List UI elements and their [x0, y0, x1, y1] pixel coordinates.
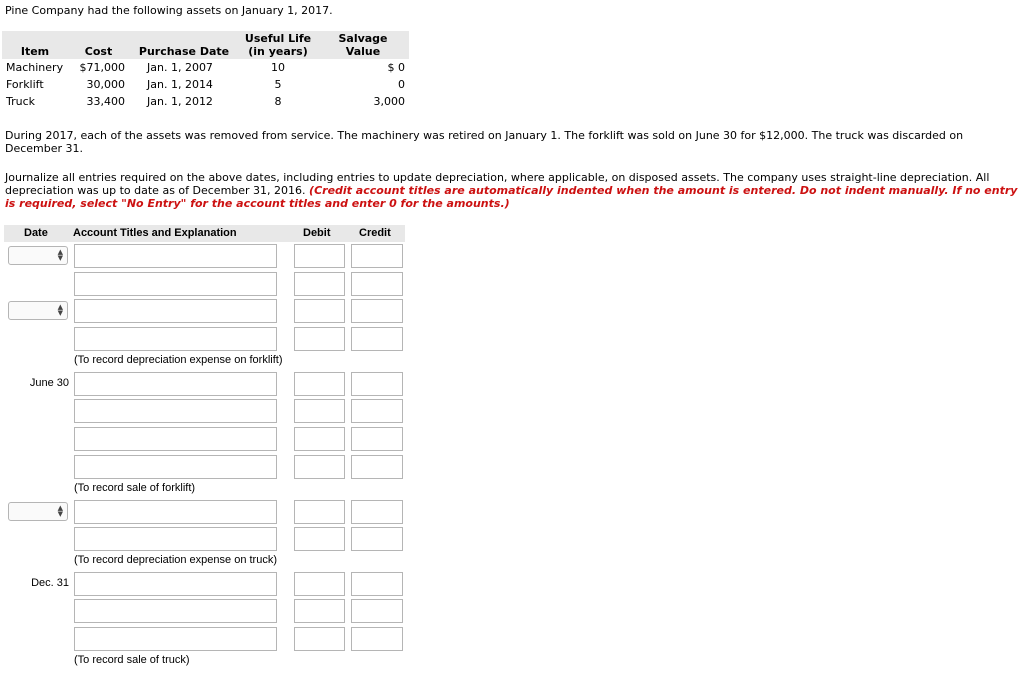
credit-input[interactable] [351, 527, 403, 551]
chevron-updown-icon: ▲ ▼ [57, 303, 63, 317]
debit-input[interactable] [294, 399, 345, 423]
credit-input[interactable] [351, 372, 403, 396]
cell-salvage-value: 0 [398, 78, 405, 91]
header-purchase-date: Purchase Date [129, 31, 239, 59]
debit-input[interactable] [294, 527, 345, 551]
cell-useful-life: 5 [274, 78, 282, 91]
debit-input[interactable] [294, 599, 345, 623]
cell-useful-life: 8 [274, 95, 282, 108]
debit-input[interactable] [294, 427, 345, 451]
account-title-input[interactable] [74, 372, 277, 396]
credit-input[interactable] [351, 500, 403, 524]
account-title-input[interactable] [74, 399, 277, 423]
cell-cost: $71,000 [79, 61, 125, 74]
scenario-paragraph: During 2017, each of the assets was removed from service. The machinery was retired on January 1. The forklift was sold on June 30 for $12,000. The truck was discarded on December 31. [5, 129, 964, 155]
header-useful-life-line2: (in years) [248, 45, 308, 58]
account-title-input[interactable] [74, 327, 277, 351]
cell-item: Forklift [6, 78, 44, 91]
credit-input[interactable] [351, 572, 403, 596]
date-label-dec-31: Dec. 31 [31, 577, 69, 589]
problem-intro: Pine Company had the following assets on January 1, 2017. [5, 4, 333, 17]
debit-input[interactable] [294, 500, 345, 524]
credit-input[interactable] [351, 299, 403, 323]
entry-explanation: (To record depreciation expense on truck) [74, 554, 277, 566]
account-title-input[interactable] [74, 599, 277, 623]
credit-input[interactable] [351, 272, 403, 296]
table-row [2, 76, 409, 93]
cell-purchase-date: Jan. 1, 2012 [147, 95, 213, 108]
cell-salvage-value: 3,000 [373, 95, 405, 108]
instructions-warning: (Credit account titles are automatically indented when the amount is entered. Do not indent manually. If no entry is required, select "No Entry" for the account titles and enter 0 for the amounts.) [5, 184, 1018, 210]
table-row [2, 93, 409, 110]
credit-input[interactable] [351, 599, 403, 623]
header-useful-life-line1: Useful Life [244, 32, 312, 45]
journal-header-credit: Credit [359, 227, 391, 239]
account-title-input[interactable] [74, 244, 277, 268]
credit-input[interactable] [351, 244, 403, 268]
journal-header-date: Date [24, 227, 48, 239]
cell-item: Truck [6, 95, 36, 108]
account-title-input[interactable] [74, 455, 277, 479]
assets-table [2, 31, 409, 110]
header-item: Item [2, 31, 68, 59]
account-title-input[interactable] [74, 427, 277, 451]
account-title-input[interactable] [74, 572, 277, 596]
instructions-text: Journalize all entries required on the above dates, including entries to update depreciation, where applicable, on disposed assets. The company uses straight-line depreciation. All depreciation was up to date as of December 31, 2016. [5, 171, 990, 197]
header-useful-life [239, 31, 317, 59]
cell-salvage-value: $ 0 [387, 61, 405, 74]
entry-explanation: (To record depreciation expense on forklift) [74, 354, 283, 366]
cell-item: Machinery [6, 61, 64, 74]
journal-header-debit: Debit [303, 227, 331, 239]
account-title-input[interactable] [74, 272, 277, 296]
cell-cost: 33,400 [86, 95, 125, 108]
instructions-paragraph [5, 171, 1019, 210]
credit-input[interactable] [351, 427, 403, 451]
debit-input[interactable] [294, 327, 345, 351]
debit-input[interactable] [294, 272, 345, 296]
credit-input[interactable] [351, 399, 403, 423]
entry-explanation: (To record sale of truck) [74, 654, 190, 666]
header-salvage-value: Salvage Value [317, 31, 409, 59]
account-title-input[interactable] [74, 627, 277, 651]
debit-input[interactable] [294, 455, 345, 479]
debit-input[interactable] [294, 244, 345, 268]
date-select[interactable] [8, 301, 68, 320]
journal-header [4, 225, 405, 242]
cell-purchase-date: Jan. 1, 2007 [147, 61, 213, 74]
date-select[interactable] [8, 502, 68, 521]
cell-purchase-date: Jan. 1, 2014 [147, 78, 213, 91]
debit-input[interactable] [294, 627, 345, 651]
assets-table-header [2, 31, 409, 59]
date-select[interactable] [8, 246, 68, 265]
debit-input[interactable] [294, 372, 345, 396]
debit-input[interactable] [294, 572, 345, 596]
debit-input[interactable] [294, 299, 345, 323]
date-label-june-30: June 30 [29, 377, 69, 389]
cell-cost: 30,000 [86, 78, 125, 91]
credit-input[interactable] [351, 455, 403, 479]
credit-input[interactable] [351, 327, 403, 351]
header-cost: Cost [68, 31, 129, 59]
account-title-input[interactable] [74, 527, 277, 551]
entry-explanation: (To record sale of forklift) [74, 482, 196, 494]
account-title-input[interactable] [74, 500, 277, 524]
chevron-updown-icon: ▲ ▼ [57, 248, 63, 262]
cell-useful-life: 10 [271, 61, 285, 74]
account-title-input[interactable] [74, 299, 277, 323]
table-row [2, 59, 409, 76]
chevron-updown-icon: ▲ ▼ [57, 504, 63, 518]
credit-input[interactable] [351, 627, 403, 651]
journal-header-account: Account Titles and Explanation [73, 227, 237, 239]
